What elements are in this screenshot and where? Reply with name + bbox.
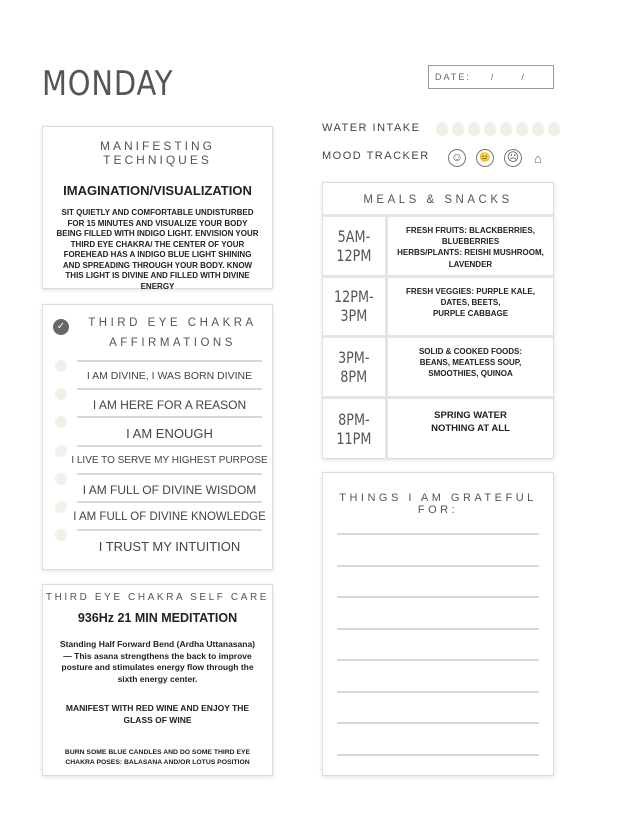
list-item — [43, 385, 272, 413]
meal-time — [323, 278, 388, 336]
selfcare-paragraph: BURN SOME BLUE CANDLES AND DO SOME THIRD EYE CHAKRA POSES: BALASANA AND/OR LOTUS POSITION — [64, 749, 251, 766]
divider — [77, 416, 262, 418]
grateful-card — [322, 472, 554, 776]
meal-description-line: SMOOTHIES, QUINOA — [428, 369, 513, 379]
water-drop-icon[interactable] — [516, 122, 528, 136]
checkbox[interactable] — [55, 445, 67, 457]
meal-description-line: FRESH VEGGIES: PURPLE KALE, — [406, 286, 535, 296]
water-drop-icon[interactable] — [532, 122, 544, 136]
affirmations-list — [43, 357, 272, 554]
meal-time-text — [336, 410, 371, 448]
grateful-entry-line[interactable] — [337, 628, 539, 630]
affirmation-text: I AM ENOUGH — [126, 426, 213, 442]
water-drop-icon[interactable] — [548, 122, 560, 136]
affirmations-title-line: THIRD EYE CHAKRA — [88, 317, 257, 329]
grateful-entry-line[interactable] — [337, 565, 539, 567]
grateful-entry-line[interactable] — [337, 754, 539, 756]
list-item — [43, 470, 272, 498]
meal-time-line: 8PM — [340, 366, 368, 386]
meals-title: MEALS & SNACKS — [323, 183, 553, 217]
meal-time-line: 5AM- — [337, 226, 371, 246]
selfcare-title: THIRD EYE CHAKRA SELF CARE — [45, 592, 270, 603]
neutral-face-icon[interactable]: 😐 — [476, 149, 494, 167]
divider — [77, 529, 262, 531]
grateful-title: THINGS I AM GRATEFUL FOR: — [339, 492, 537, 516]
water-drops — [436, 122, 560, 136]
checkbox[interactable] — [55, 501, 67, 513]
meal-description — [388, 338, 553, 396]
meal-time-line: 3PM- — [338, 347, 370, 367]
meal-time-line: 12PM- — [334, 287, 374, 307]
affirmations-title-line: AFFIRMATIONS — [109, 337, 236, 349]
affirmation-text: I AM FULL OF DIVINE KNOWLEDGE — [73, 510, 266, 523]
manifesting-card — [42, 126, 273, 289]
checkbox[interactable] — [55, 360, 67, 372]
meal-description-line: BLUEBERRIES — [441, 237, 500, 247]
table-row — [323, 338, 553, 399]
water-drop-icon[interactable] — [436, 122, 448, 136]
date-separator: / — [490, 72, 496, 82]
meal-time-text — [334, 287, 374, 325]
meal-description-line: FRESH FRUITS: BLACKBERRIES, — [406, 226, 535, 235]
affirmation-text: I AM FULL OF DIVINE WISDOM — [82, 482, 257, 497]
checkbox[interactable] — [55, 473, 67, 485]
meal-time-text — [338, 348, 370, 386]
table-row — [323, 399, 553, 460]
date-separator: / — [521, 72, 526, 82]
meal-description-line: NOTHING AT ALL — [431, 423, 510, 434]
water-drop-icon[interactable] — [484, 122, 496, 136]
water-drop-icon[interactable] — [500, 122, 512, 136]
water-intake-label: WATER INTAKE — [322, 122, 421, 134]
mood-options — [448, 149, 542, 167]
home-icon[interactable]: ⌂ — [534, 150, 542, 166]
meal-description-line: HERBS/PLANTS: REISHI MUSHROOM, — [397, 248, 544, 258]
meal-description — [388, 278, 553, 336]
list-item — [43, 526, 272, 554]
water-drop-icon[interactable] — [468, 122, 480, 136]
affirmations-title — [73, 313, 272, 353]
meal-description-line: SPRING WATER — [434, 409, 507, 421]
meal-description-line: BEANS, MEATLESS SOUP, — [419, 358, 522, 368]
grateful-entry-line[interactable] — [337, 533, 539, 535]
affirmations-card — [42, 304, 273, 570]
table-row — [323, 217, 553, 278]
meal-description-line: DATES, BEETS, — [440, 297, 501, 307]
page-title: MONDAY — [42, 64, 174, 104]
selfcare-card — [42, 584, 273, 776]
affirmation-text: I LIVE TO SERVE MY HIGHEST PURPOSE — [71, 454, 268, 466]
sad-face-icon[interactable]: ☹ — [504, 149, 522, 167]
divider — [77, 388, 262, 390]
checkbox[interactable] — [55, 416, 67, 428]
date-label: DATE: — [435, 72, 471, 82]
selfcare-subtitle: 936Hz 21 MIN MEDITATION — [77, 611, 238, 625]
selfcare-paragraph: Standing Half Forward Bend (Ardha Uttanasana) — This asana strengthens the back to improve posture and stimulates energy flow through the sixth energy center. — [59, 639, 256, 684]
mood-tracker-label: MOOD TRACKER — [322, 150, 430, 162]
divider — [77, 445, 262, 447]
date-field[interactable] — [428, 65, 554, 89]
manifesting-title: MANIFESTING TECHNIQUES — [99, 139, 215, 167]
meal-time — [323, 338, 388, 396]
affirmation-text: I TRUST MY INTUITION — [98, 539, 241, 555]
affirmation-text: I AM HERE FOR A REASON — [92, 398, 247, 413]
checkmark-icon: ✓ — [53, 319, 69, 335]
manifesting-body: SIT QUIETLY AND COMFORTABLE UNDISTURBED FOR 15 MINUTES AND VISUALIZE YOUR BODY BEING FILLED WITH INDIGO LIGHT. ENVISION YOUR THIRD EYE CHAKRA/ THE CENTER OF YOUR FOREHEAD HAS A INDIGO BLUE LIGHT SHINING AND SPREADING THROUGH YOUR BODY. KNOW THIS LIGHT IS DIVINE AND FILLED WITH DIVINE ENERGY — [56, 208, 259, 291]
meal-description-line: SOLID & COOKED FOODS: — [418, 347, 523, 356]
selfcare-paragraph: MANIFEST WITH RED WINE AND ENJOY THE GLASS OF WINE — [65, 703, 250, 725]
table-row — [323, 278, 553, 339]
meal-time-line: 12PM — [336, 245, 372, 265]
divider — [77, 501, 262, 503]
manifesting-subtitle: IMAGINATION/VISUALIZATION — [63, 183, 252, 198]
divider — [77, 473, 262, 475]
meal-description-line: LAVENDER — [448, 259, 493, 269]
grateful-entry-line[interactable] — [337, 722, 539, 724]
happy-face-icon[interactable]: ☺ — [448, 149, 466, 167]
water-drop-icon[interactable] — [452, 122, 464, 136]
affirmation-text: I AM DIVINE, I WAS BORN DIVINE — [86, 370, 253, 382]
meal-description — [388, 399, 553, 460]
meals-card — [322, 182, 554, 459]
meal-time — [323, 399, 388, 460]
checkbox[interactable] — [55, 388, 67, 400]
list-item — [43, 357, 272, 385]
meal-time-text — [336, 227, 371, 265]
meals-table — [323, 217, 553, 459]
meal-time-line: 11PM — [336, 428, 372, 448]
meal-time — [323, 217, 388, 275]
grateful-entry-line[interactable] — [337, 659, 539, 661]
meal-time-line: 3PM — [340, 306, 368, 326]
list-item — [43, 498, 272, 526]
list-item — [43, 442, 272, 470]
grateful-entry-line[interactable] — [337, 596, 539, 598]
checkbox[interactable] — [55, 529, 67, 541]
grateful-entry-line[interactable] — [337, 691, 539, 693]
meal-description — [388, 217, 553, 275]
meal-time-line: 8PM- — [338, 409, 370, 429]
meal-description-line: PURPLE CABBAGE — [432, 308, 509, 318]
divider — [77, 360, 262, 362]
list-item — [43, 413, 272, 441]
